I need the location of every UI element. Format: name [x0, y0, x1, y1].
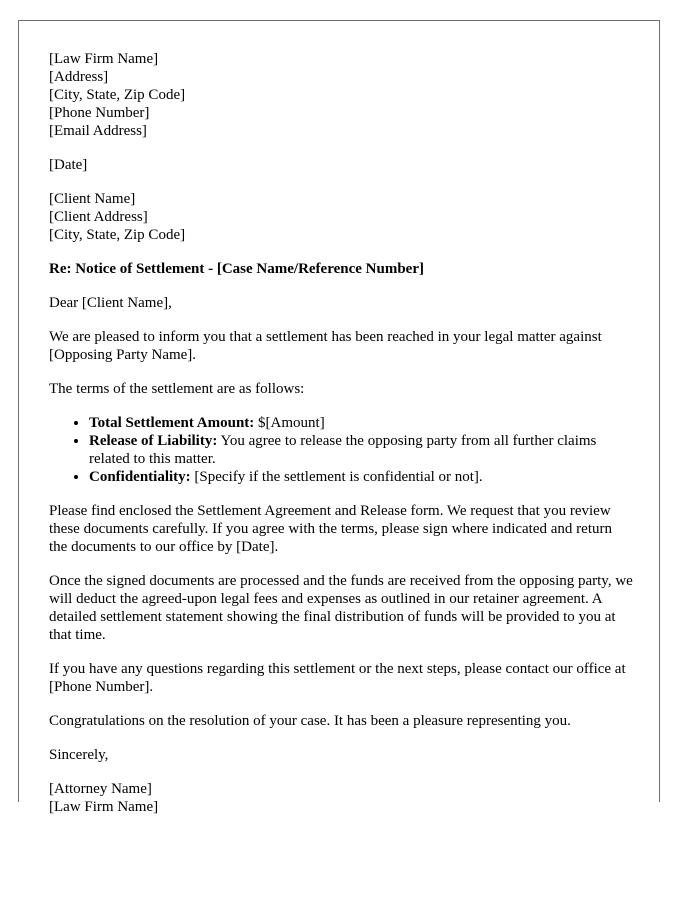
signature-block — [49, 780, 634, 816]
processing-paragraph: Once the signed documents are processed and the funds are received from the opposing party, we will deduct the agreed-upon legal fees and expenses as outlined in our retainer agreement. A detailed settlement statement showing the final distribution of funds will be provided to you at that time. — [49, 573, 633, 643]
sender-block — [49, 50, 634, 140]
term-item-release — [89, 432, 634, 468]
sender-address: [Address] — [49, 69, 109, 85]
sender-city-state-zip: [City, State, Zip Code] — [49, 87, 186, 103]
letter-content — [49, 50, 634, 832]
term-label: Total Settlement Amount: — [89, 415, 255, 431]
sender-email: [Email Address] — [49, 123, 147, 139]
recipient-city-state-zip: [City, State, Zip Code] — [49, 227, 186, 243]
term-text: $[Amount] — [254, 415, 325, 431]
letter-page — [18, 20, 660, 815]
questions-paragraph: If you have any questions regarding this settlement or the next steps, please contact our office at [Phone Number]. — [49, 661, 626, 695]
signature-firm-name: [Law Firm Name] — [49, 799, 159, 815]
term-label: Release of Liability: — [89, 433, 218, 449]
terms-intro: The terms of the settlement are as follows: — [49, 381, 305, 397]
terms-list — [49, 414, 634, 486]
term-item-confidentiality — [89, 468, 634, 486]
congrats-paragraph: Congratulations on the resolution of your case. It has been a pleasure representing you. — [49, 713, 571, 729]
term-label: Confidentiality: — [89, 469, 191, 485]
intro-paragraph: We are pleased to inform you that a settlement has been reached in your legal matter against [Opposing Party Name]. — [49, 329, 602, 363]
sender-phone: [Phone Number] — [49, 105, 150, 121]
letter-date: [Date] — [49, 157, 88, 173]
salutation: Dear [Client Name], — [49, 295, 172, 311]
recipient-name: [Client Name] — [49, 191, 136, 207]
subject-line: Re: Notice of Settlement - [Case Name/Reference Number] — [49, 261, 424, 277]
recipient-address: [Client Address] — [49, 209, 148, 225]
sender-firm-name: [Law Firm Name] — [49, 51, 159, 67]
closing: Sincerely, — [49, 747, 109, 763]
attorney-name: [Attorney Name] — [49, 781, 152, 797]
term-text: [Specify if the settlement is confidential or not]. — [190, 469, 483, 485]
enclosure-paragraph: Please find enclosed the Settlement Agreement and Release form. We request that you review these documents carefully. If you agree with the terms, please sign where indicated and return the documents to our office by [Date]. — [49, 503, 612, 555]
recipient-block — [49, 190, 634, 244]
term-text: You agree to release the opposing party from all further claims related to this matter. — [89, 433, 597, 467]
term-item-amount — [89, 414, 634, 432]
